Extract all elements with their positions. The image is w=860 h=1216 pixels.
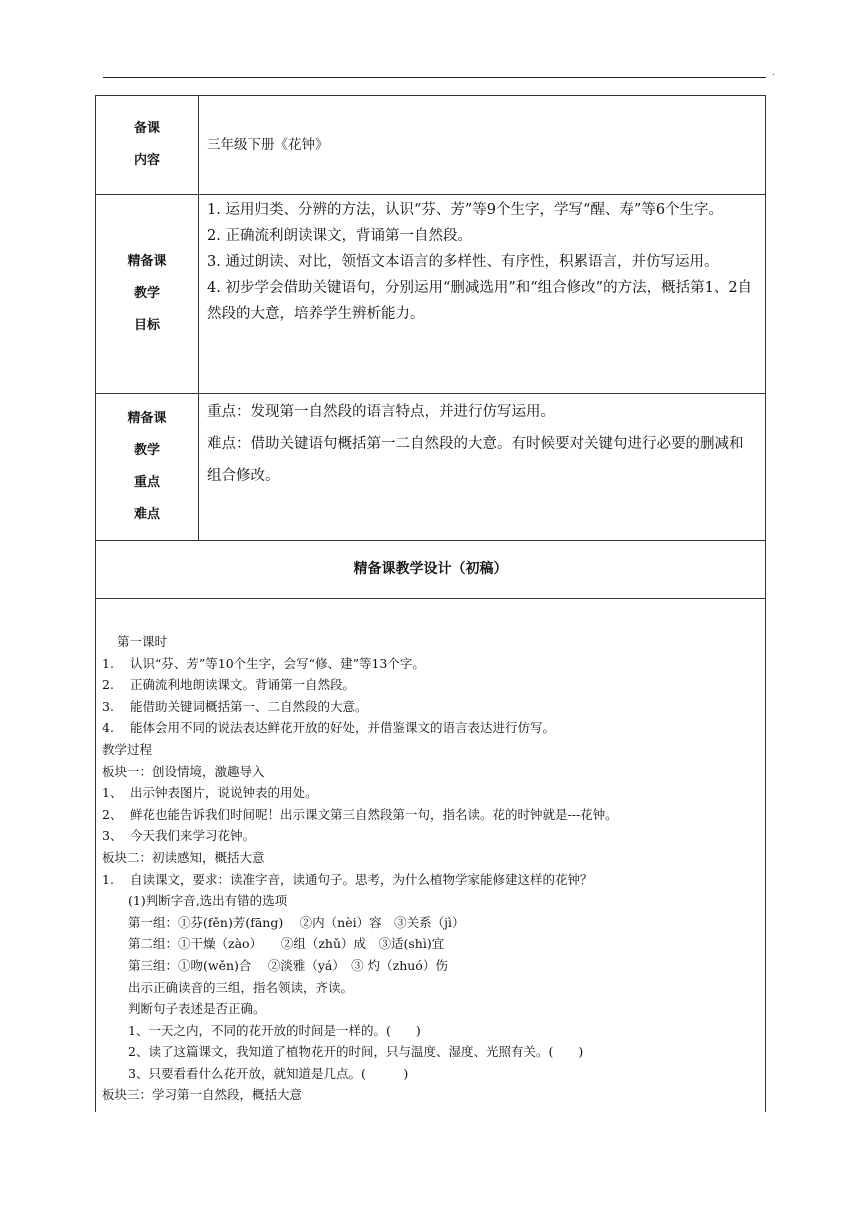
lesson-line: [102, 912, 759, 934]
lesson-line: [102, 1041, 759, 1063]
line-number: 1.: [102, 871, 114, 887]
label-line: 精备课: [127, 254, 167, 269]
line-text: 第一课时: [117, 634, 168, 649]
header-rule: [103, 77, 766, 78]
line-number: 1.: [102, 655, 114, 671]
line-number: 3、: [102, 828, 123, 844]
row-lesson-body: [96, 599, 766, 1113]
label-line: 教学: [133, 443, 160, 458]
lesson-line: [102, 653, 759, 675]
line-text: 今天我们来学习花钟。: [130, 828, 256, 844]
key-point: 难点：借助关键语句概括第一二自然段的大意。有时候要对关键句进行必要的删减和组合修改。: [207, 436, 744, 484]
lesson-line: [102, 1020, 759, 1042]
line-text: 3、只要看看什么花开放，就知道是几点。( ): [128, 1065, 409, 1081]
lesson-line: [102, 869, 759, 891]
content-text: 三年级下册《花钟》: [207, 137, 329, 153]
lesson-line: [102, 1084, 759, 1106]
goals-cell: [199, 195, 766, 394]
lesson-line: [102, 825, 759, 847]
line-text: 板块一：创设情境，激趣导入: [102, 763, 265, 779]
label-content: [96, 96, 199, 195]
line-text: 第三组：①吻(wěn)合 ②淡雅（yá） ③ 灼（zhuó）伤: [128, 957, 448, 973]
row-content: [96, 96, 766, 195]
line-text: 板块二：初读感知，概括大意: [102, 849, 265, 865]
lesson-line: [102, 847, 759, 869]
lesson-line: [102, 998, 759, 1020]
design-title-cell: [96, 541, 766, 599]
lesson-line: [102, 890, 759, 912]
key-points-cell: [199, 394, 766, 541]
label-line: 目标: [133, 318, 160, 333]
lesson-line: [102, 674, 759, 696]
row-goals: [96, 195, 766, 394]
line-text: 能体会用不同的说法表达鲜花开放的好处，并借鉴课文的语言表达进行仿写。: [130, 720, 556, 736]
line-number: 1、: [102, 785, 123, 801]
label-key-points: [96, 394, 199, 541]
line-text: 出示正确读音的三组，指名领读，齐读。: [128, 979, 354, 995]
line-number: 2.: [102, 677, 114, 693]
lesson-line: [102, 977, 759, 999]
lesson-plan-table: [95, 95, 766, 1112]
line-text: 自读课文，要求：读准字音，读通句子。思考，为什么植物学家能修建这样的花钟？: [130, 871, 593, 887]
lesson-line: [102, 717, 759, 739]
row-design-title: [96, 541, 766, 599]
goal-item: 1. 运用归类、分辨的方法，认识“芬、芳”等9个生字，学写“醒、寿”等6个生字。: [207, 202, 724, 218]
line-text: 鲜花也能告诉我们时间呢！出示课文第三自然段第一句，指名读。花的时钟就是---花钟。: [130, 806, 618, 822]
line-text: 教学过程: [102, 741, 153, 757]
design-title: 精备课教学设计（初稿）: [353, 561, 508, 577]
line-text: 1、一天之内，不同的花开放的时间是一样的。( ): [128, 1022, 421, 1038]
lesson-line: [102, 955, 759, 977]
line-text: 第二组：①干燥（zào） ②组（zhǔ）成 ③适(shì)宜: [128, 936, 445, 952]
line-number: 2、: [102, 806, 123, 822]
goal-item: 3. 通过朗读、对比，领悟文本语言的多样性、有序性，积累语言，并仿写运用。: [207, 254, 719, 270]
label-line: 内容: [133, 153, 160, 168]
label-line: 教学: [133, 286, 160, 301]
lesson-line: [102, 696, 759, 718]
lesson-line: [102, 804, 759, 826]
key-point: 重点：发现第一自然段的语言特点，并进行仿写运用。: [207, 404, 555, 420]
line-number: 3.: [102, 698, 114, 714]
header-mark: .: [772, 68, 775, 78]
lesson-body: [96, 599, 765, 1112]
label-line: 难点: [133, 507, 160, 522]
line-text: 正确流利地朗读课文。背诵第一自然段。: [130, 677, 356, 693]
label-line: 重点: [133, 475, 160, 490]
goal-item: 4. 初步学会借助关键语句，分别运用“删减选用”和“组合修改”的方法，概括第1、2自然段的大意，培养学生辨析能力。: [207, 280, 753, 322]
lesson-line: [102, 739, 759, 761]
lesson-line: [102, 761, 759, 783]
content-cell: [199, 96, 766, 195]
lesson-line: [102, 631, 759, 653]
line-text: 2、读了这篇课文，我知道了植物花开的时间，只与温度、湿度、光照有关。( ): [128, 1044, 584, 1060]
lesson-body-cell: [96, 599, 766, 1113]
line-text: (1)判断字音,选出有错的选项: [128, 893, 288, 909]
label-goals: [96, 195, 199, 394]
line-text: 出示钟表图片，说说钟表的用处。: [130, 785, 318, 801]
line-text: 认识“芬、芳”等10个生字，会写“修、建”等13个字。: [130, 655, 425, 671]
goal-item: 2. 正确流利朗读课文，背诵第一自然段。: [207, 228, 472, 244]
line-text: 第一组：①芬(fěn)芳(fāng) ②内（nèi）容 ③关系（jì）: [128, 914, 465, 930]
line-text: 板块三：学习第一自然段，概括大意: [102, 1087, 303, 1103]
label-line: 备课: [133, 121, 160, 136]
lesson-line: [102, 782, 759, 804]
label-line: 精备课: [127, 411, 167, 426]
row-key-points: [96, 394, 766, 541]
line-text: 判断句子表述是否正确。: [128, 1001, 266, 1017]
line-number: 4.: [102, 720, 114, 736]
line-text: 能借助关键词概括第一、二自然段的大意。: [130, 698, 368, 714]
lesson-line: [102, 933, 759, 955]
lesson-line: [102, 1063, 759, 1085]
